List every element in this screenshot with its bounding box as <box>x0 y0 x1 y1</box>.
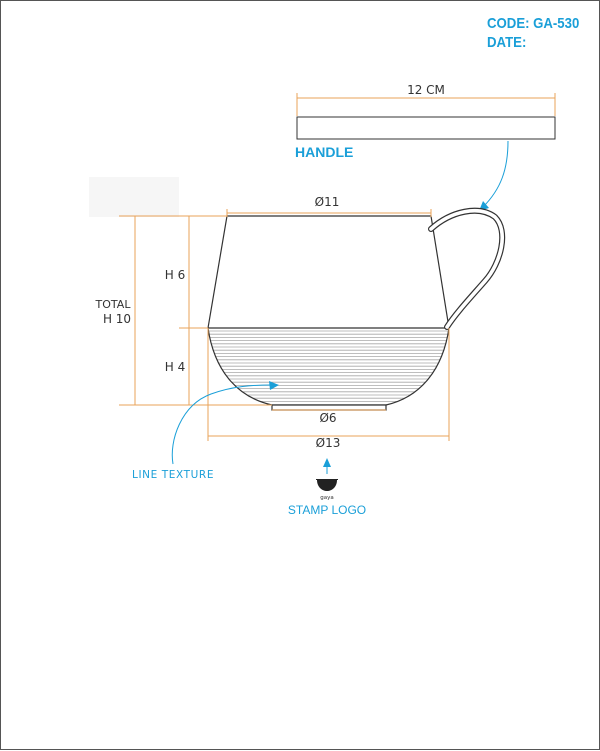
cup-body <box>201 211 502 410</box>
line-texture-label: LINE TEXTURE <box>132 469 215 481</box>
line-texture-callout-arrow <box>172 385 271 464</box>
cup-foot <box>272 405 386 410</box>
handle-callout-arrow <box>483 141 508 207</box>
cup-technical-drawing <box>1 1 600 751</box>
stamp-logo-label: STAMP LOGO <box>287 503 367 517</box>
total-height-label-line1: TOTAL <box>95 298 131 311</box>
dimension-lines <box>119 209 449 441</box>
handle-length-label: 12 CM <box>407 83 445 97</box>
handle-label: HANDLE <box>295 144 354 160</box>
cup-handle-outer <box>431 211 502 327</box>
date-label: DATE: <box>487 34 527 51</box>
lower-height-label: H 4 <box>164 360 186 374</box>
handle-strip <box>297 117 555 139</box>
top-diameter-label: Ø11 <box>314 195 340 209</box>
handle-dimension <box>297 83 555 116</box>
code-value: GA-530 <box>533 15 580 32</box>
code-label: CODE: <box>487 15 530 32</box>
upper-height-label: H 6 <box>164 268 186 282</box>
total-height-label-line2: H 10 <box>102 312 132 326</box>
line-texture <box>201 331 456 405</box>
background-panel <box>89 177 179 217</box>
body-diameter-label: Ø13 <box>315 436 341 450</box>
stamp-brand-text: gaya <box>320 495 334 501</box>
base-diameter-label: Ø6 <box>319 411 337 425</box>
cup-upper-outline <box>208 216 449 328</box>
bowl-stamp-icon <box>316 480 338 492</box>
